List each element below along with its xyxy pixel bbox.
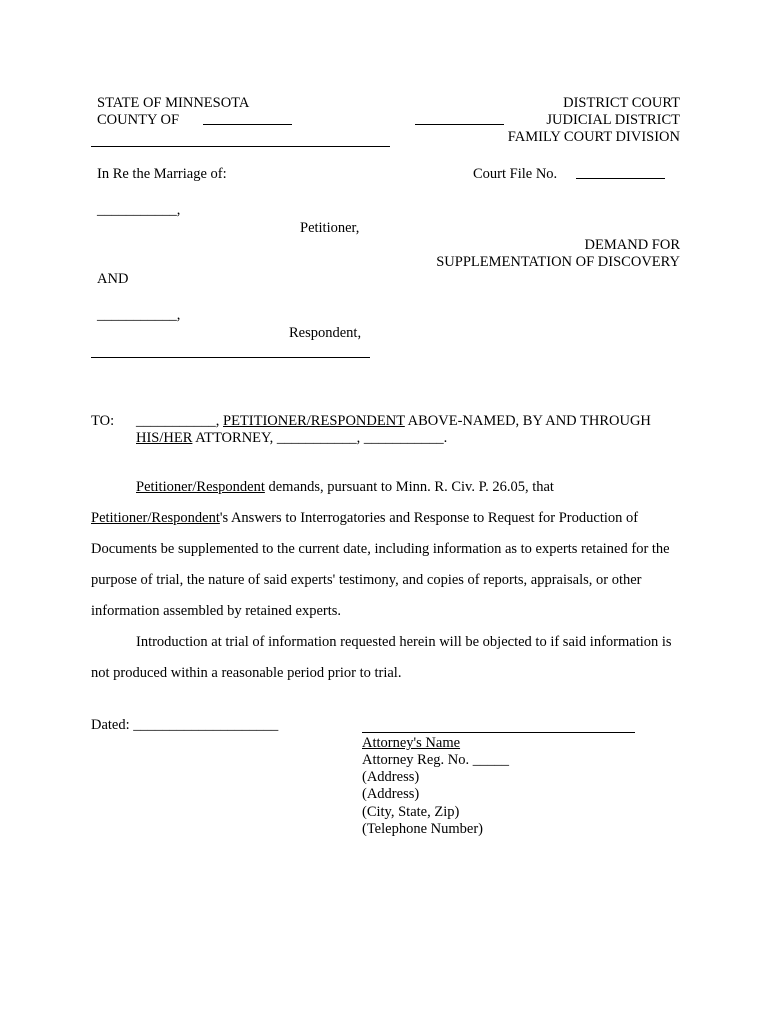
body-p1-line2 [91, 510, 638, 528]
doc-title-line2: SUPPLEMENTATION OF DISCOVERY [436, 254, 680, 270]
respondent-name-blank[interactable]: ___________, [97, 307, 181, 323]
dated-field[interactable]: Dated: ____________________ [91, 717, 279, 733]
telephone-number: (Telephone Number) [362, 821, 483, 837]
address-line-2: (Address) [362, 786, 420, 802]
to-line-2 [136, 430, 447, 448]
to-his-her: HIS/HER [136, 430, 193, 446]
court-file-label: Court File No. [473, 166, 558, 182]
petitioner-label: Petitioner, [300, 220, 360, 236]
address-line-1: (Address) [362, 769, 420, 785]
county-blank-line[interactable] [203, 124, 292, 125]
body-p1-line4: purpose of trial, the nature of said experts' testimony, and copies of reports, appraisals, or other [91, 572, 642, 588]
body-p1-line5: information assembled by retained experts. [91, 603, 342, 619]
district-blank-line[interactable] [415, 124, 504, 125]
county-label: COUNTY OF [97, 112, 180, 128]
to-blank[interactable]: ___________, [136, 413, 223, 429]
body-p1-line2-rest: 's Answers to Interrogatories and Response to Request for Production of [219, 510, 639, 526]
division-label: FAMILY COURT DIVISION [507, 129, 680, 145]
doc-title-line1: DEMAND FOR [584, 237, 680, 253]
body-p1-party: Petitioner/Respondent [136, 479, 265, 495]
to-line-1 [136, 413, 651, 431]
to-label: TO: [91, 413, 115, 429]
to-rest-2: ATTORNEY, ___________, ___________. [192, 430, 448, 446]
attorney-reg-no: Attorney Reg. No. _____ [362, 752, 509, 768]
caption-divider-top [91, 146, 390, 147]
respondent-label: Respondent, [289, 325, 362, 341]
city-state-zip: (City, State, Zip) [362, 804, 460, 820]
to-rest-1: ABOVE-NAMED, BY AND THROUGH [404, 413, 651, 429]
signature-line[interactable] [362, 732, 635, 733]
body-p1-line1 [136, 479, 554, 497]
judicial-district-label: JUDICIAL DISTRICT [546, 112, 680, 128]
attorney-name: Attorney's Name [362, 735, 461, 751]
body-p1-line2-party: Petitioner/Respondent [91, 510, 220, 526]
to-party: PETITIONER/RESPONDENT [223, 413, 405, 429]
and-label: AND [97, 271, 129, 287]
in-re-label: In Re the Marriage of: [97, 166, 227, 182]
body-p2-line2: not produced within a reasonable period prior to trial. [91, 665, 402, 681]
body-p2-line1: Introduction at trial of information requested herein will be objected to if said information is [136, 634, 672, 650]
court-file-blank-line[interactable] [576, 178, 665, 179]
petitioner-name-blank[interactable]: ___________, [97, 202, 181, 218]
body-p1-line3: Documents be supplemented to the current date, including information as to experts retained for the [91, 541, 670, 557]
court-label: DISTRICT COURT [563, 95, 680, 111]
caption-divider-bottom [91, 357, 370, 358]
state-label: STATE OF MINNESOTA [97, 95, 250, 111]
body-p1-line1-rest: demands, pursuant to Minn. R. Civ. P. 26.05, that [264, 479, 554, 495]
